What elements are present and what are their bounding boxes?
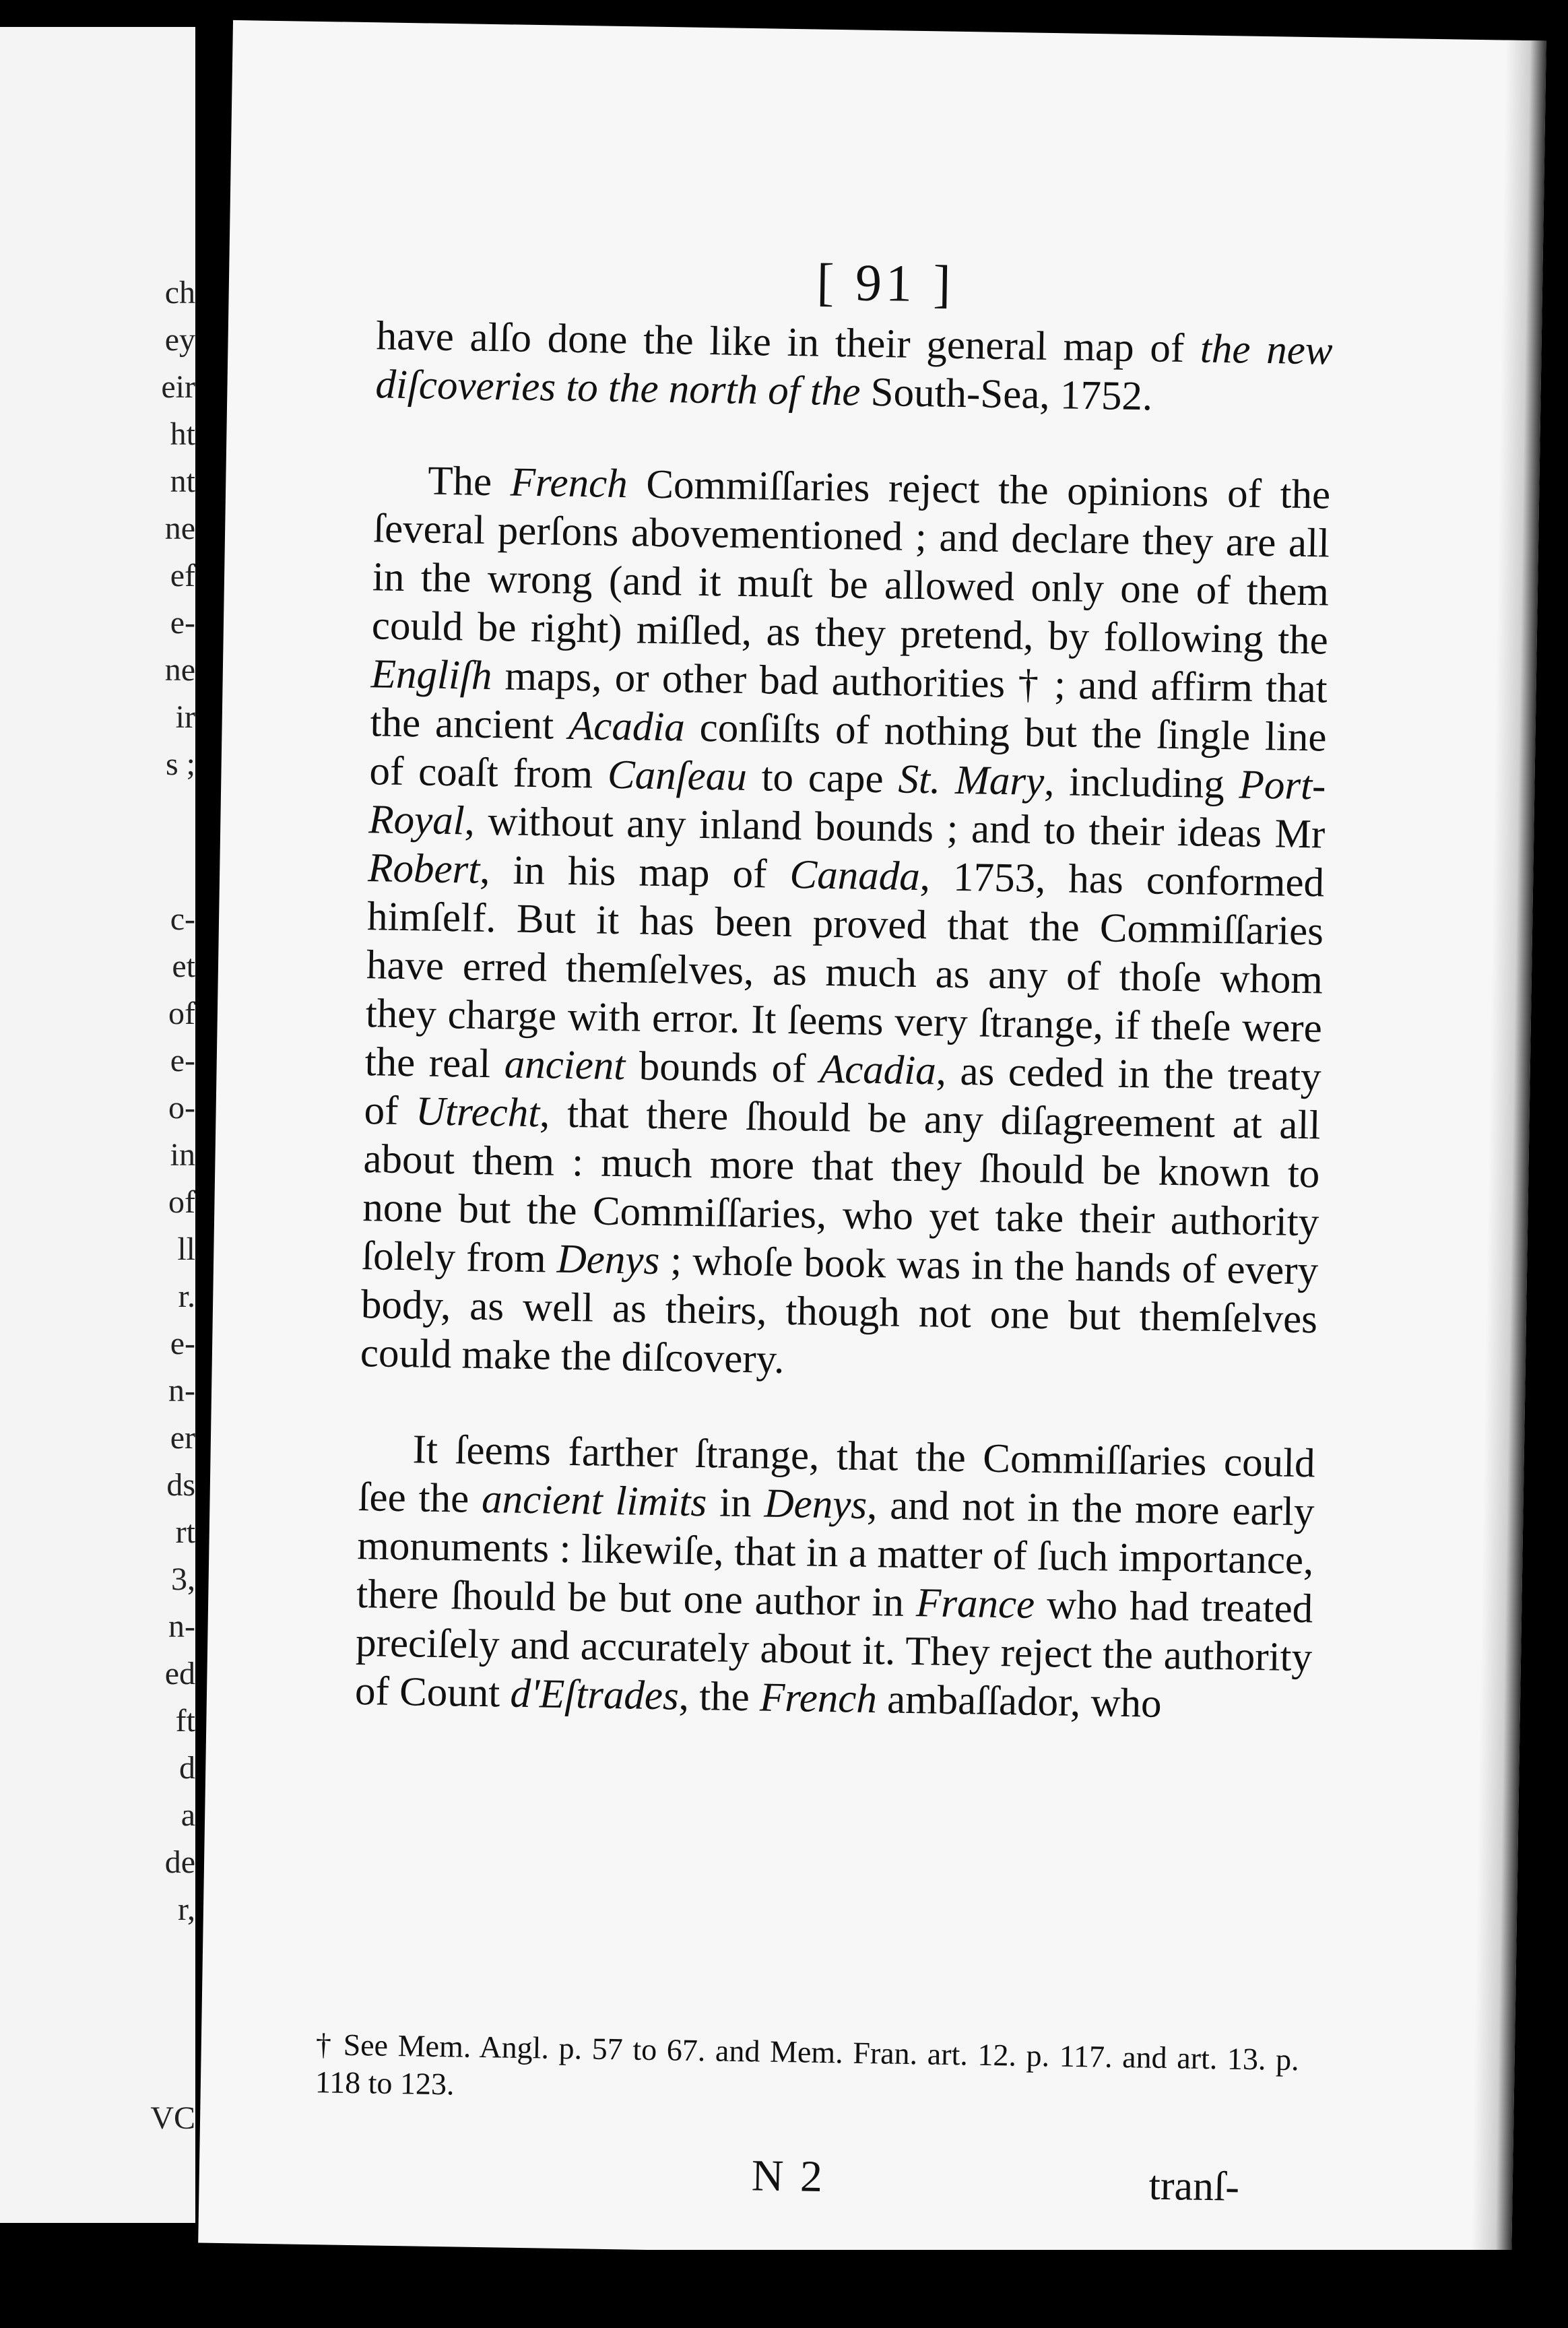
left-page-line-fragments [115, 269, 195, 2142]
italic-run-paragraph_2-7: d'Eſtrades [509, 1671, 680, 1719]
page-edge-shadow [1471, 40, 1546, 2264]
text-run-paragraph_2-4: , and not in the more early monuments : likewiſe, that in a matter of ſuch importance, there ſhould be but one author in [356, 1482, 1315, 1626]
italic-run-paragraph_1-17: ancient [504, 1041, 626, 1089]
text-run-paragraph_1-16: , 1753, has conformed himſelf. But it has been proved that the Commiſſaries have erred themſelves, as much as any of thoſe whom they charge with error. It ſeems very ſtrange, if theſe were the real [364, 854, 1325, 1087]
left-facing-page [0, 27, 195, 2223]
text-run-paragraph_1-22: , that there ſhould be any diſagreement at all about them : much more that they ſhould be known to none but the Commiſſaries, who yet take their authority ſolely from [361, 1091, 1321, 1282]
italic-run-paragraph_1-21: Utrecht [415, 1089, 540, 1136]
text-run-paragraph_2-2: in [706, 1480, 765, 1526]
left-fragment-fragments_mid-12: ds [166, 1467, 195, 1503]
signature-mark: N 2 [751, 2151, 826, 2202]
main-text [355, 312, 1334, 1731]
text-run-paragraph_1-10: , including [1043, 758, 1240, 808]
italic-run-paragraph_1-5: Acadia [568, 703, 686, 750]
paragraph-french-commissaries [360, 456, 1330, 1392]
left-fragment-fragments_mid-15: n- [168, 1609, 195, 1644]
text-run-paragraph_1-8: to cape [746, 754, 899, 802]
text-run-paragraph_2-8: , the [678, 1673, 760, 1720]
left-fragment-fragments_mid-16: ed [164, 1656, 195, 1691]
left-fragment-fragments_top-3: ht [170, 416, 195, 452]
catchword: tranſ- [1148, 2162, 1240, 2210]
left-fragment-fragments_mid-20: de [164, 1844, 195, 1880]
text-run-continuation-2: South-Sea, 1752. [859, 369, 1153, 420]
left-fragment-fragments_mid-11: er [170, 1420, 195, 1456]
text-run-paragraph_1-6: conſiſts of nothing but the ſingle line of coaſt from [369, 705, 1328, 798]
left-fragment-fragments_top-4: nt [170, 463, 195, 499]
text-run-paragraph_1-14: , in his map of [479, 847, 791, 898]
text-run-paragraph_1-2: Commiſſaries reject the opinions of the ſeveral perſons abovementioned ; and declare they are all in the wrong (and it muſt be allowed only one of them could be right) miſled, as they pretend, by following the [371, 461, 1331, 664]
left-fragment-fragments_mid-2: of [168, 996, 195, 1031]
left-fragment-fragments_top-5: ne [164, 511, 195, 546]
paragraph-farther-strange [355, 1425, 1316, 1731]
left-fragment-fragments_top-8: ne [164, 652, 195, 688]
italic-run-paragraph_1-19: Acadia [819, 1046, 937, 1094]
text-run-paragraph_1-0: The [427, 458, 511, 505]
left-fragment-fragments_top-6: ef [170, 558, 195, 593]
left-fragment-fragments_mid-13: rt [175, 1514, 195, 1550]
left-fragment-fragments_mid-7: ll [177, 1231, 195, 1267]
left-fragment-fragments_mid-3: e- [170, 1043, 195, 1078]
italic-run-paragraph_2-5: France [915, 1580, 1035, 1627]
left-fragment-fragments_mid-9: e- [170, 1326, 195, 1361]
left-fragment-fragments_top-0: ch [164, 275, 195, 311]
text-run-paragraph_1-24: ; whoſe book was in the hands of every body, as well as theirs, though not one but themſelves could make the diſcovery. [360, 1238, 1319, 1382]
text-run-paragraph_2-0: It ſeems farther ſtrange, that the Commiſſaries could ſee the [358, 1427, 1316, 1522]
book-page [198, 20, 1546, 2263]
text-run-paragraph_1-12: , without any inland bounds ; and to their ideas Mr [464, 798, 1326, 858]
text-run-paragraph_2-6: who had treated preciſely and accurately about it. They reject the authority of Count [354, 1582, 1313, 1716]
text-run-paragraph_1-18: bounds of [624, 1043, 820, 1092]
left-fragment-gap [115, 788, 195, 896]
left-fragment-fragments_mid-10: n- [168, 1373, 195, 1409]
footnote: † See Mem. Angl. p. 57 to 67. and Mem. Fran. art. 12. p. 117. and art. 13. p. 118 to 123. [315, 2027, 1300, 2102]
left-fragment-fragments_mid-18: d [179, 1750, 195, 1786]
continuation-paragraph [375, 312, 1333, 424]
italic-run-paragraph_1-23: Denys [556, 1236, 660, 1284]
italic-run-paragraph_1-7: Canſeau [607, 752, 748, 800]
italic-run-continuation-1: the new diſcoveries to the north of the [375, 326, 1334, 415]
left-fragment-fragments_top-7: e- [170, 605, 195, 641]
text-run-continuation-0: have alſo done the like in their general map of [376, 313, 1201, 372]
italic-run-paragraph_1-11: Port-Royal [368, 762, 1326, 844]
left-fragment-fragments_top-1: ey [164, 322, 195, 358]
left-fragment-fragments_bottom-0: VC [150, 2100, 195, 2136]
scan-border-bottom [0, 2250, 1568, 2328]
text-run-paragraph_2-10: ambaſſador, who [876, 1677, 1163, 1726]
left-fragment-fragments_mid-14: 3, [171, 1561, 195, 1597]
italic-run-paragraph_1-15: Canada [789, 852, 921, 900]
left-fragment-fragments_top-2: eir [161, 369, 195, 405]
left-fragment-fragments_mid-6: of [168, 1184, 195, 1220]
left-fragment-fragments_mid-1: et [172, 948, 195, 984]
italic-run-paragraph_1-1: French [510, 459, 628, 507]
text-run-paragraph_1-20: , as ceded in the treaty of [364, 1048, 1322, 1134]
left-fragment-fragments_top-9: ir [175, 699, 195, 735]
left-fragment-fragments_mid-5: in [170, 1137, 195, 1173]
italic-run-paragraph_2-9: French [759, 1675, 878, 1722]
italic-run-paragraph_1-3: Engliſh [370, 651, 492, 699]
left-fragment-fragments_mid-4: o- [168, 1090, 195, 1126]
left-fragment-fragments_mid-19: a [181, 1797, 195, 1833]
left-fragment-fragments_mid-0: c- [170, 901, 195, 937]
italic-run-paragraph_1-9: St. Mary [898, 756, 1045, 804]
italic-run-paragraph_1-13: Robert [367, 845, 480, 893]
page-number: [ 91 ] [816, 252, 956, 313]
text-run-paragraph_1-4: maps, or other bad authorities † ; and affirm that the ancient [370, 653, 1328, 748]
left-fragment-fragments_mid-8: r. [178, 1279, 195, 1314]
left-fragment-gap [115, 1933, 195, 2095]
italic-run-paragraph_2-1: ancient limits [481, 1476, 707, 1526]
left-fragment-fragments_mid-17: ft [175, 1703, 195, 1739]
left-fragment-fragments_mid-21: r, [177, 1892, 195, 1927]
italic-run-paragraph_2-3: Denys [764, 1481, 868, 1528]
left-fragment-fragments_top-10: s ; [165, 746, 195, 782]
